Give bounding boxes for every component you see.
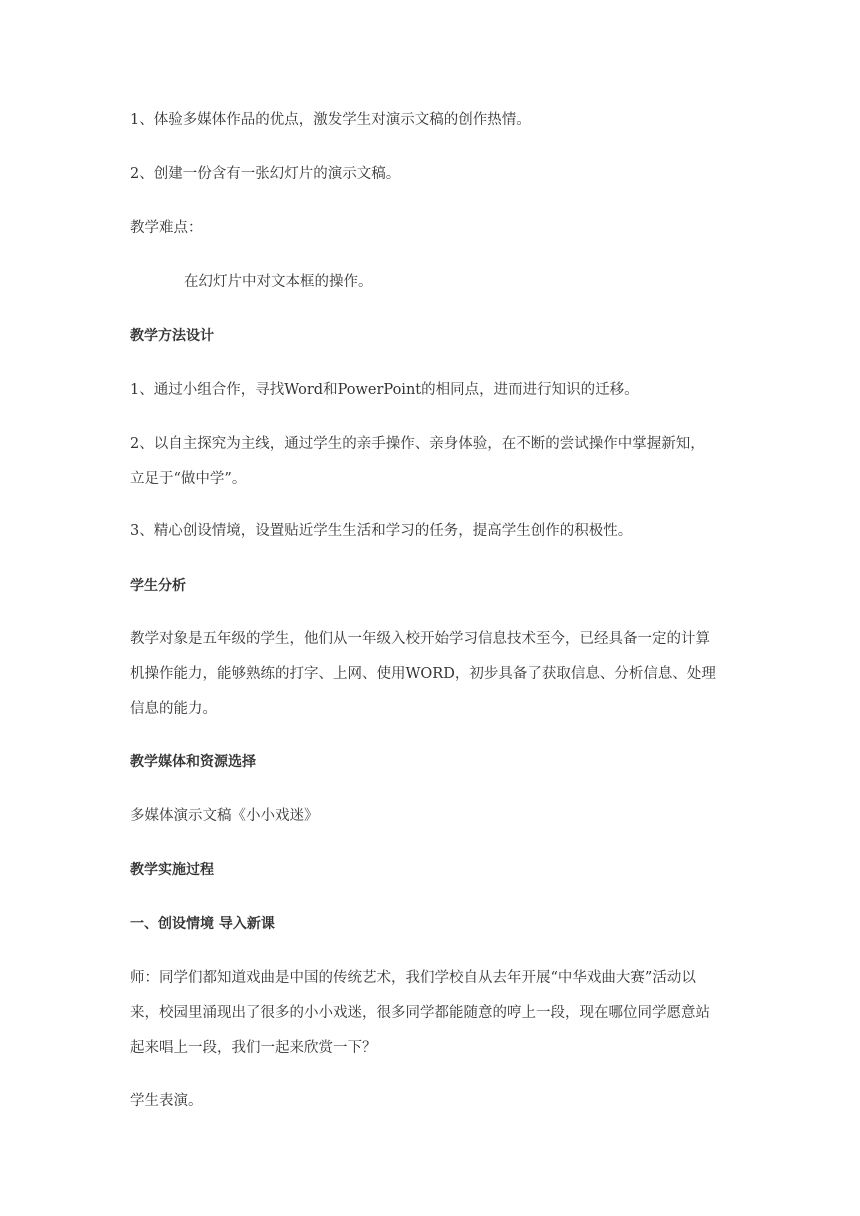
teacher-speech-line-3: 起来唱上一段，我们一起来欣赏一下？: [130, 1040, 377, 1056]
method-item-3: 3、精心创设情境，设置贴近学生生活和学习的任务，提高学生创作的积极性。: [130, 523, 633, 539]
method-item-2-line-1: 2、以自主探究为主线，通过学生的亲手操作、亲身体验，在不断的尝试操作中掌握新知，: [130, 436, 705, 452]
student-analysis-line-3: 信息的能力。: [130, 701, 217, 717]
teacher-speech-line-1: 师：同学们都知道戏曲是中国的传统艺术，我们学校自从去年开展“中华戏曲大赛”活动以: [130, 970, 696, 986]
method-item-2-line-2: 立足于“做中学”。: [130, 471, 247, 487]
student-performance: 学生表演。: [130, 1093, 203, 1109]
teacher-speech-line-2: 来，校园里涌现出了很多的小小戏迷，很多同学都能随意的哼上一段，现在哪位同学愿意站: [130, 1005, 710, 1021]
difficulty-text: 在幻灯片中对文本框的操作。: [184, 274, 373, 290]
step-1-heading: 一、创设情境 导入新课: [130, 916, 275, 932]
teaching-goal-2: 2、创建一份含有一张幻灯片的演示文稿。: [130, 166, 401, 182]
student-analysis-heading: 学生分析: [130, 578, 186, 594]
media-heading: 教学媒体和资源选择: [130, 754, 256, 770]
difficulty-label: 教学难点：: [130, 220, 203, 236]
process-heading: 教学实施过程: [130, 862, 214, 878]
student-analysis-line-1: 教学对象是五年级的学生，他们从一年级入校开始学习信息技术至今，已经具备一定的计算: [130, 631, 710, 647]
student-analysis-line-2: 机操作能力，能够熟练的打字、上网、使用WORD，初步具备了获取信息、分析信息、处理: [130, 666, 716, 682]
method-item-1: 1、通过小组合作，寻找Word和PowerPoint的相同点，进而进行知识的迁移。: [130, 382, 639, 398]
media-text: 多媒体演示文稿《小小戏迷》: [130, 808, 319, 824]
method-heading: 教学方法设计: [130, 328, 214, 344]
teaching-goal-1: 1、体验多媒体作品的优点，激发学生对演示文稿的创作热情。: [130, 112, 531, 128]
